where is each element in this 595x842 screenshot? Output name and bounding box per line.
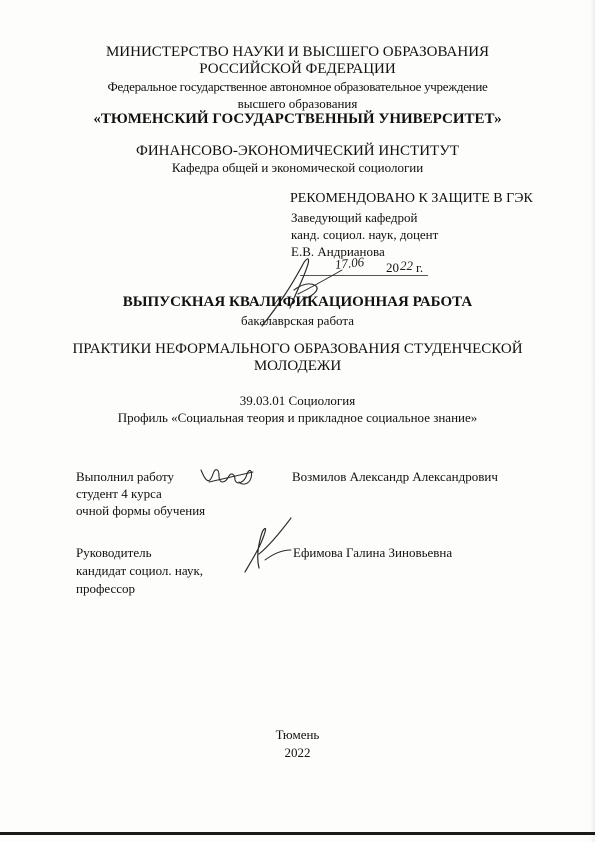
work-profile: Профиль «Социальная теория и прикладное социальное знание» — [117, 410, 478, 425]
supervisor-label-1: Руководитель — [76, 545, 152, 560]
work-type: ВЫПУСКНАЯ КВАЛИФИКАЦИОННАЯ РАБОТА — [122, 294, 473, 310]
supervisor-label-2: кандидат социол. наук, — [76, 563, 204, 578]
work-title-line-1: ПРАКТИКИ НЕФОРМАЛЬНОГО ОБРАЗОВАНИЯ СТУДЕНЧЕСКОЙ — [72, 341, 523, 357]
footer-city: Тюмень — [275, 727, 320, 742]
scan-edge-bottom — [0, 832, 595, 835]
ministry-line-1: МИНИСТЕРСТВО НАУКИ И ВЫСШЕГО ОБРАЗОВАНИЯ — [105, 44, 490, 60]
approval-year-prefix: 20 — [386, 260, 399, 275]
ministry-line-2: РОССИЙСКОЙ ФЕДЕРАЦИИ — [199, 61, 396, 77]
institution-line-1: Федеральное государственное автономное образовательное учреждение — [107, 79, 488, 94]
supervisor-name: Ефимова Галина Зиновьевна — [293, 545, 453, 560]
department-name: Кафедра общей и экономической социологии — [171, 160, 424, 175]
institution-line-2: высшего образования — [237, 96, 358, 111]
author-label-2: студент 4 курса — [76, 486, 162, 501]
approval-year-suffix: г. — [416, 260, 424, 275]
approval-year-handwritten: 22 — [400, 258, 413, 273]
work-code: 39.03.01 Социология — [239, 393, 356, 408]
institute-name: ФИНАНСОВО-ЭКОНОМИЧЕСКИЙ ИНСТИТУТ — [136, 143, 459, 159]
scan-edge-right — [590, 0, 595, 842]
approval-date-handwritten: 17.06 — [334, 253, 365, 272]
author-label-1: Выполнил работу — [76, 469, 175, 484]
approval-degree: канд. социол. наук, доцент — [291, 227, 439, 242]
university-name: «ТЮМЕНСКИЙ ГОСУДАРСТВЕННЫЙ УНИВЕРСИТЕТ» — [93, 111, 502, 127]
approval-date-underline — [300, 275, 428, 276]
supervisor-label-3: профессор — [76, 581, 136, 596]
author-label-3: очной формы обучения — [76, 503, 206, 518]
author-signature-icon — [195, 460, 265, 496]
footer-year: 2022 — [284, 745, 311, 760]
author-name: Возмилов Александр Александрович — [292, 469, 498, 484]
work-subtype: бакалаврская работа — [241, 313, 354, 328]
approval-title: РЕКОМЕНДОВАНО К ЗАЩИТЕ В ГЭК — [290, 191, 533, 206]
approval-position: Заведующий кафедрой — [291, 210, 418, 225]
approval-name: Е.В. Андрианова — [291, 244, 385, 259]
work-title-line-2: МОЛОДЕЖИ — [253, 358, 342, 374]
